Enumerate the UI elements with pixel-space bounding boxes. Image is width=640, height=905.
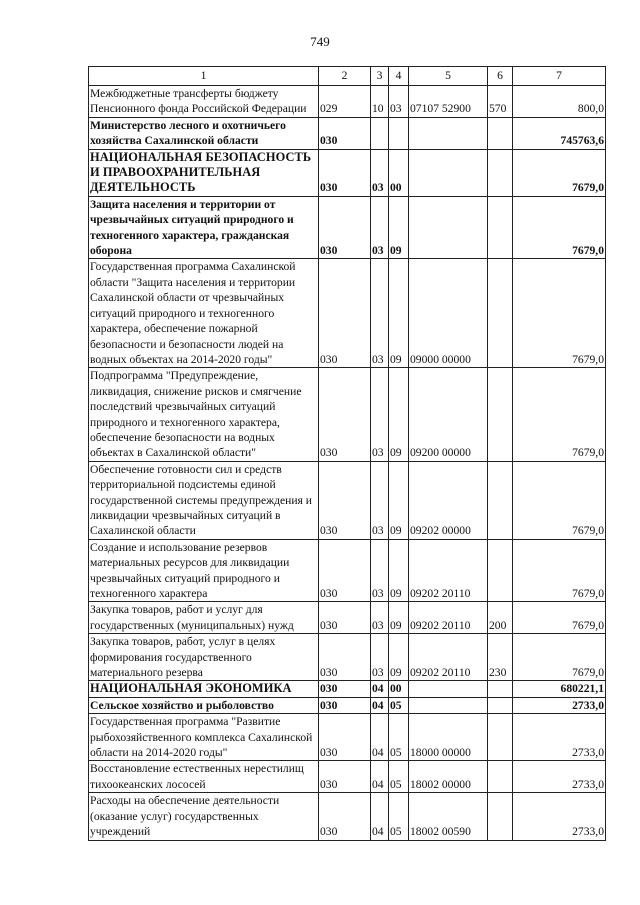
- row-expense-type-code: [488, 149, 513, 196]
- row-subsection-code: 09: [389, 259, 409, 368]
- row-expense-type-code: [488, 697, 513, 713]
- row-ministry-code: 030: [319, 602, 371, 634]
- row-target-code: 18002 00590: [409, 793, 488, 840]
- row-expense-type-code: [488, 461, 513, 539]
- page-number: 749: [310, 34, 330, 49]
- row-target-code: 18002 00000: [409, 761, 488, 793]
- table-row: [89, 259, 606, 368]
- row-subsection-code: 09: [389, 368, 409, 461]
- row-section-code: 03: [371, 368, 389, 461]
- row-subsection-code: 09: [389, 634, 409, 681]
- row-subsection-code: [389, 117, 409, 149]
- row-subsection-code: 09: [389, 539, 409, 602]
- table-row: [89, 149, 606, 196]
- row-amount: 2733,0: [513, 761, 606, 793]
- row-target-code: 09202 20110: [409, 539, 488, 602]
- table-header-row: [89, 67, 606, 86]
- row-ministry-code: 030: [319, 539, 371, 602]
- row-name: Закупка товаров, работ и услуг для государственных (муниципальных) нужд: [89, 602, 319, 634]
- row-ministry-code: 030: [319, 793, 371, 840]
- row-section-code: 03: [371, 196, 389, 259]
- table-row: [89, 793, 606, 840]
- row-expense-type-code: [488, 117, 513, 149]
- row-target-code: 18000 00000: [409, 714, 488, 761]
- row-ministry-code: 030: [319, 681, 371, 697]
- row-subsection-code: 05: [389, 793, 409, 840]
- row-amount: 7679,0: [513, 634, 606, 681]
- table-row: [89, 697, 606, 713]
- row-target-code: [409, 697, 488, 713]
- table-row: [89, 634, 606, 681]
- table-row: [89, 714, 606, 761]
- row-expense-type-code: [488, 539, 513, 602]
- row-name: Закупка товаров, работ, услуг в целях формирования государственного материального резерва: [89, 634, 319, 681]
- row-subsection-code: 05: [389, 697, 409, 713]
- row-expense-type-code: 230: [488, 634, 513, 681]
- row-ministry-code: 030: [319, 634, 371, 681]
- table-row: [89, 196, 606, 259]
- row-name: Сельское хозяйство и рыболовство: [89, 697, 319, 713]
- row-ministry-code: 030: [319, 461, 371, 539]
- table-row: [89, 117, 606, 149]
- row-amount: 7679,0: [513, 259, 606, 368]
- header-col-1: 1: [89, 67, 319, 86]
- header-col-7: 7: [513, 67, 606, 86]
- row-ministry-code: 030: [319, 761, 371, 793]
- row-ministry-code: 030: [319, 149, 371, 196]
- row-target-code: 09202 20110: [409, 602, 488, 634]
- row-expense-type-code: 200: [488, 602, 513, 634]
- row-expense-type-code: [488, 681, 513, 697]
- row-target-code: [409, 196, 488, 259]
- row-ministry-code: 030: [319, 368, 371, 461]
- table-row: [89, 461, 606, 539]
- row-target-code: [409, 117, 488, 149]
- header-col-6: 6: [488, 67, 513, 86]
- header-col-2: 2: [319, 67, 371, 86]
- row-section-code: 03: [371, 539, 389, 602]
- row-amount: 7679,0: [513, 539, 606, 602]
- row-expense-type-code: [488, 196, 513, 259]
- row-amount: 7679,0: [513, 368, 606, 461]
- row-amount: 7679,0: [513, 602, 606, 634]
- row-subsection-code: 05: [389, 761, 409, 793]
- row-section-code: [371, 117, 389, 149]
- row-amount: 745763,6: [513, 117, 606, 149]
- row-name: Межбюджетные трансферты бюджету Пенсионного фонда Российской Федерации: [89, 86, 319, 118]
- table-row: [89, 681, 606, 697]
- row-expense-type-code: [488, 368, 513, 461]
- row-target-code: 09202 20110: [409, 634, 488, 681]
- row-subsection-code: 09: [389, 602, 409, 634]
- row-name: НАЦИОНАЛЬНАЯ ЭКОНОМИКА: [89, 681, 319, 697]
- row-ministry-code: 030: [319, 714, 371, 761]
- row-name: Защита населения и территории от чрезвычайных ситуаций природного и техногенного характера, гражданская оборона: [89, 196, 319, 259]
- row-amount: 680221,1: [513, 681, 606, 697]
- row-ministry-code: 030: [319, 259, 371, 368]
- row-target-code: [409, 681, 488, 697]
- table-row: [89, 602, 606, 634]
- row-subsection-code: 03: [389, 86, 409, 118]
- row-name: Расходы на обеспечение деятельности (оказание услуг) государственных учреждений: [89, 793, 319, 840]
- budget-table: [88, 66, 606, 841]
- row-section-code: 03: [371, 634, 389, 681]
- row-subsection-code: 05: [389, 714, 409, 761]
- row-section-code: 03: [371, 149, 389, 196]
- row-target-code: 07107 52900: [409, 86, 488, 118]
- row-amount: 7679,0: [513, 149, 606, 196]
- table-row: [89, 368, 606, 461]
- row-subsection-code: 00: [389, 681, 409, 697]
- row-name: Министерство лесного и охотничьего хозяйства Сахалинской области: [89, 117, 319, 149]
- row-expense-type-code: [488, 793, 513, 840]
- row-amount: 800,0: [513, 86, 606, 118]
- row-name: НАЦИОНАЛЬНАЯ БЕЗОПАСНОСТЬ И ПРАВООХРАНИТЕЛЬНАЯ ДЕЯТЕЛЬНОСТЬ: [89, 149, 319, 196]
- header-col-3: 3: [371, 67, 389, 86]
- row-section-code: 03: [371, 259, 389, 368]
- row-expense-type-code: [488, 259, 513, 368]
- row-amount: 7679,0: [513, 461, 606, 539]
- row-ministry-code: 030: [319, 697, 371, 713]
- row-ministry-code: 030: [319, 117, 371, 149]
- row-ministry-code: 029: [319, 86, 371, 118]
- row-target-code: 09200 00000: [409, 368, 488, 461]
- row-name: Обеспечение готовности сил и средств территориальной подсистемы единой государственной системы предупреждения и ликвидации чрезвычайных ситуаций в Сахалинской области: [89, 461, 319, 539]
- row-amount: 2733,0: [513, 697, 606, 713]
- row-name: Государственная программа Сахалинской области "Защита населения и территории Сахалинской области от чрезвычайных ситуаций природного и техногенного характера, обеспечение пожарной безопасности и безопасности людей на водных объектах на 2014-2020 годы": [89, 259, 319, 368]
- row-section-code: 04: [371, 793, 389, 840]
- table-row: [89, 86, 606, 118]
- row-subsection-code: 00: [389, 149, 409, 196]
- row-name: Создание и использование резервов материальных ресурсов для ликвидации чрезвычайных ситуаций природного и техногенного характера: [89, 539, 319, 602]
- row-subsection-code: 09: [389, 461, 409, 539]
- row-name: Государственная программа "Развитие рыбохозяйственного комплекса Сахалинской области на 2014-2020 годы": [89, 714, 319, 761]
- header-col-5: 5: [409, 67, 488, 86]
- row-expense-type-code: [488, 761, 513, 793]
- row-section-code: 04: [371, 714, 389, 761]
- row-expense-type-code: [488, 714, 513, 761]
- row-section-code: 04: [371, 761, 389, 793]
- row-amount: 2733,0: [513, 793, 606, 840]
- row-section-code: 10: [371, 86, 389, 118]
- row-section-code: 03: [371, 602, 389, 634]
- table-row: [89, 539, 606, 602]
- row-name: Восстановление естественных нерестилищ тихоокеанских лососей: [89, 761, 319, 793]
- row-section-code: 04: [371, 697, 389, 713]
- row-amount: 7679,0: [513, 196, 606, 259]
- row-ministry-code: 030: [319, 196, 371, 259]
- row-section-code: 03: [371, 461, 389, 539]
- row-name: Подпрограмма "Предупреждение, ликвидация, снижение рисков и смягчение последствий чрезвычайных ситуаций природного и техногенного характера, обеспечение безопасности на водных объектах в Сахалинской области": [89, 368, 319, 461]
- row-section-code: 04: [371, 681, 389, 697]
- row-target-code: 09202 00000: [409, 461, 488, 539]
- row-target-code: [409, 149, 488, 196]
- row-subsection-code: 09: [389, 196, 409, 259]
- row-amount: 2733,0: [513, 714, 606, 761]
- row-target-code: 09000 00000: [409, 259, 488, 368]
- header-col-4: 4: [389, 67, 409, 86]
- row-expense-type-code: 570: [488, 86, 513, 118]
- table-row: [89, 761, 606, 793]
